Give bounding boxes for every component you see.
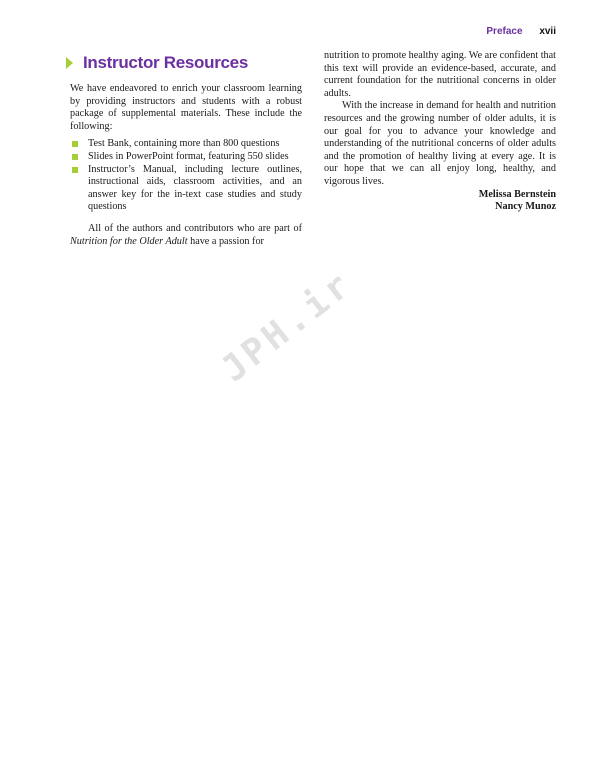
- closing-paragraph: [70, 223, 302, 248]
- list-item: [70, 138, 302, 151]
- signature-name: Melissa Bernstein: [478, 188, 556, 200]
- list-item-text: Test Bank, containing more than 800 questions: [88, 138, 280, 150]
- signature-name: Nancy Munoz: [495, 201, 556, 213]
- list-item-text: Slides in PowerPoint format, featuring 550 slides: [88, 150, 289, 162]
- signature-block: [324, 189, 556, 214]
- intro-paragraph: We have endeavored to enrich your classroom learning by providing instructors and students with a robust package of supplemental materials. These include the following:: [70, 83, 302, 132]
- continuation-paragraph: nutrition to promote healthy aging. We are confident that this text will provide an evidence-based, accurate, and current foundation for the nutritional concerns in older adults.: [324, 50, 556, 99]
- section-heading-title: Instructor Resources: [83, 53, 248, 72]
- left-column: [70, 50, 302, 248]
- list-item-text: Instructor’s Manual, including lecture outlines, instructional aids, classroom activities, and an answer key for the in-text case studies and study questions: [88, 163, 302, 213]
- book-title: Nutrition for the Older Adult: [70, 235, 188, 247]
- page-number: xvii: [539, 26, 556, 37]
- section-heading: [66, 53, 302, 73]
- square-bullet-icon: [72, 167, 78, 173]
- watermark: JPH.ir: [214, 263, 361, 391]
- goal-paragraph: With the increase in demand for health and nutrition resources and the growing number of older adults, it is our goal for you to advance your knowledge and understanding of the nutritional concerns of older adults and the promotion of healthy living at every age. It is our hope that we can all enjoy long, healthy, and vigorous lives.: [324, 100, 556, 187]
- closing-text-start: All of the authors and contributors who are part of: [88, 222, 302, 234]
- running-head: [486, 26, 556, 38]
- list-item: [70, 151, 302, 164]
- list-item: [70, 164, 302, 214]
- running-head-section: Preface: [486, 26, 523, 37]
- closing-text-end: have a passion for: [187, 235, 264, 247]
- square-bullet-icon: [72, 141, 78, 147]
- right-column: [324, 50, 556, 214]
- resource-list: [70, 138, 302, 214]
- square-bullet-icon: [72, 154, 78, 160]
- triangle-marker-icon: [66, 57, 73, 69]
